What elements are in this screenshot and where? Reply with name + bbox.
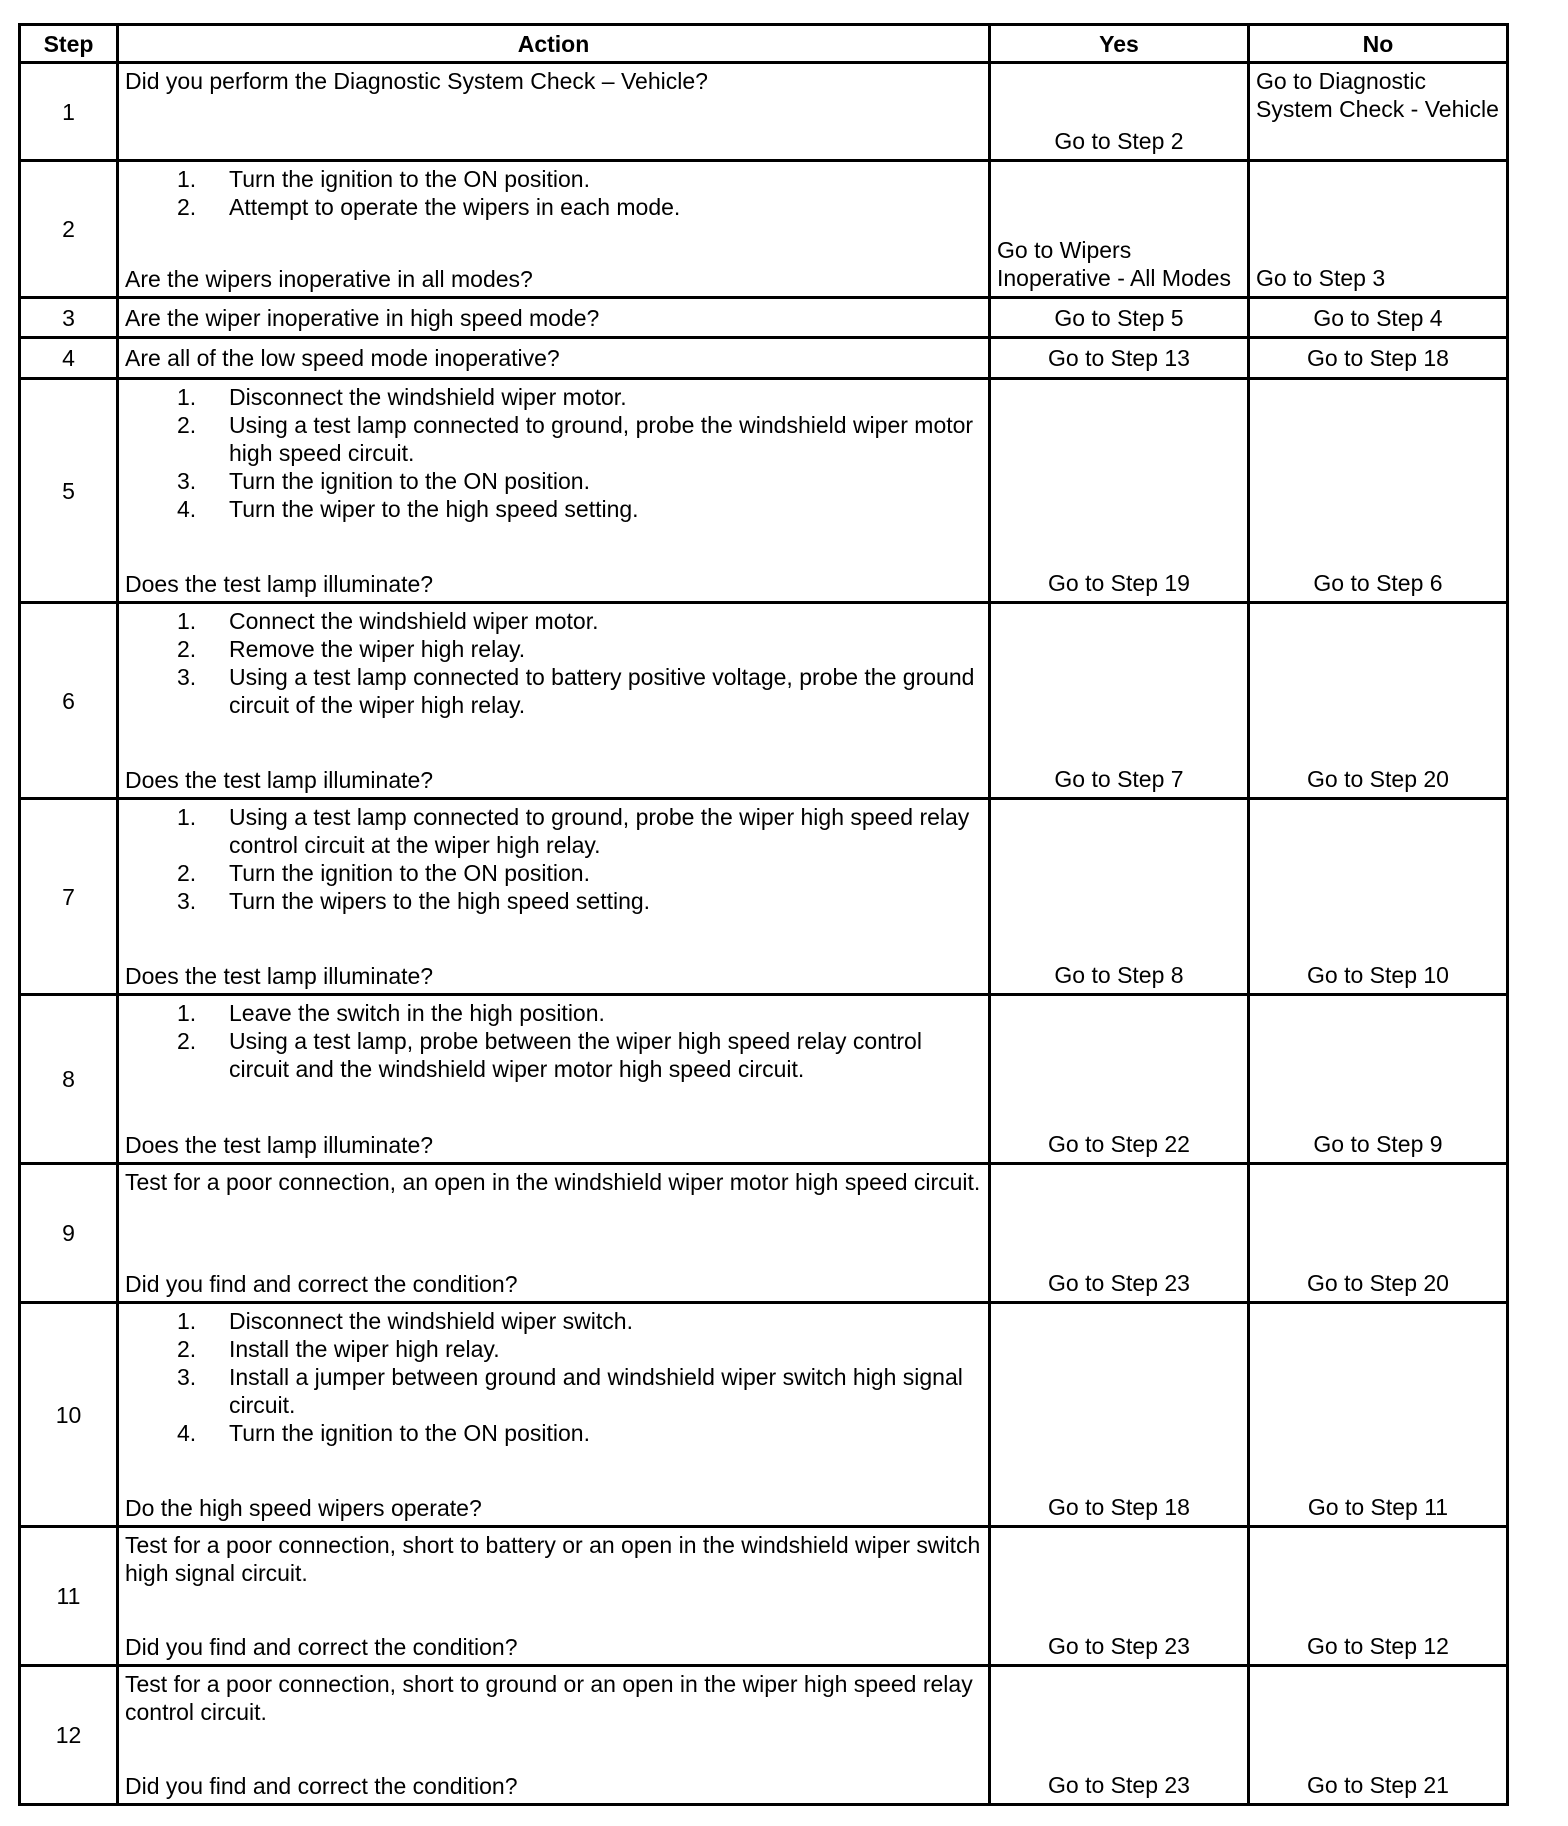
yes-action: Go to Step 13	[1048, 345, 1190, 371]
yes-cell	[990, 1303, 1249, 1527]
substep-item	[125, 635, 982, 663]
yes-action: Go to Step 23	[1048, 1633, 1190, 1659]
substep-number: 1.	[177, 1308, 197, 1334]
action-cell	[118, 1666, 990, 1805]
substep-item	[125, 887, 982, 915]
yes-cell	[990, 161, 1249, 298]
action-content	[119, 1528, 988, 1663]
yes-cell	[990, 1527, 1249, 1666]
no-cell	[1249, 1164, 1508, 1303]
yes-action: Go to Step 2	[1054, 128, 1184, 154]
substep-list	[125, 383, 982, 523]
substep-number: 2.	[177, 412, 197, 438]
action-instructions	[125, 1531, 982, 1587]
substep-text: Turn the wiper to the high speed setting.	[229, 496, 639, 522]
no-cell	[1249, 603, 1508, 799]
substep-number: 1.	[177, 608, 197, 634]
substep-item	[125, 165, 982, 193]
action-instructions	[125, 383, 982, 523]
yes-action: Go to Step 7	[1054, 766, 1184, 792]
yes-action: Go to Step 19	[1048, 570, 1190, 596]
no-cell	[1249, 161, 1508, 298]
no-cell	[1249, 63, 1508, 161]
action-question: Did you find and correct the condition?	[125, 1634, 518, 1660]
table-row	[20, 161, 1508, 298]
yes-cell	[990, 799, 1249, 995]
table-row	[20, 799, 1508, 995]
action-instructions	[125, 607, 982, 719]
action-content	[119, 380, 988, 600]
action-question: Are all of the low speed mode inoperative?	[125, 345, 560, 371]
step-number: 9	[20, 1164, 118, 1303]
no-action: Go to Diagnostic System Check - Vehicle	[1256, 68, 1499, 122]
substep-number: 3.	[177, 664, 197, 690]
action-cell	[118, 603, 990, 799]
substep-number: 1.	[177, 166, 197, 192]
substep-number: 2.	[177, 860, 197, 886]
substep-item	[125, 663, 982, 719]
header-action: Action	[118, 25, 990, 63]
substep-text: Turn the ignition to the ON position.	[229, 860, 590, 886]
header-yes: Yes	[990, 25, 1249, 63]
no-action: Go to Step 10	[1307, 962, 1449, 988]
action-question: Does the test lamp illuminate?	[125, 571, 434, 597]
substep-number: 2.	[177, 636, 197, 662]
step-number: 8	[20, 995, 118, 1164]
action-paragraph: Test for a poor connection, short to ground or an open in the wiper high speed relay control circuit.	[125, 1671, 973, 1725]
yes-cell	[990, 1164, 1249, 1303]
table-row	[20, 603, 1508, 799]
action-question: Do the high speed wipers operate?	[125, 1495, 482, 1521]
action-question: Does the test lamp illuminate?	[125, 963, 434, 989]
action-question: Does the test lamp illuminate?	[125, 767, 434, 793]
action-content	[119, 1165, 988, 1300]
action-question: Did you find and correct the condition?	[125, 1773, 518, 1799]
substep-number: 1.	[177, 384, 197, 410]
action-cell	[118, 1164, 990, 1303]
substep-number: 2.	[177, 194, 197, 220]
action-cell	[118, 338, 990, 379]
step-number: 11	[20, 1527, 118, 1666]
no-cell	[1249, 1303, 1508, 1527]
action-question: Are the wipers inoperative in all modes?	[125, 266, 533, 292]
substep-item	[125, 1027, 982, 1083]
action-content	[119, 339, 988, 376]
step-number: 7	[20, 799, 118, 995]
action-cell	[118, 995, 990, 1164]
substep-item	[125, 383, 982, 411]
substep-item	[125, 411, 982, 467]
substep-number: 3.	[177, 468, 197, 494]
no-action: Go to Step 20	[1307, 766, 1449, 792]
no-cell	[1249, 298, 1508, 338]
no-action: Go to Step 12	[1307, 1633, 1449, 1659]
step-number: 6	[20, 603, 118, 799]
header-step: Step	[20, 25, 118, 63]
action-paragraph: Test for a poor connection, an open in the windshield wiper motor high speed circuit.	[125, 1169, 981, 1195]
substep-text: Disconnect the windshield wiper switch.	[229, 1308, 633, 1334]
action-instructions	[125, 1307, 982, 1447]
substep-number: 2.	[177, 1028, 197, 1054]
action-cell	[118, 63, 990, 161]
no-action: Go to Step 3	[1256, 265, 1386, 291]
no-action: Go to Step 20	[1307, 1270, 1449, 1296]
no-action: Go to Step 11	[1307, 1494, 1449, 1520]
no-cell	[1249, 338, 1508, 379]
action-cell	[118, 379, 990, 603]
substep-number: 1.	[177, 804, 197, 830]
yes-cell	[990, 603, 1249, 799]
action-content	[119, 1304, 988, 1524]
action-instructions	[125, 1168, 982, 1196]
substep-number: 3.	[177, 888, 197, 914]
action-content	[119, 162, 988, 295]
step-number: 2	[20, 161, 118, 298]
step-number: 3	[20, 298, 118, 338]
step-number: 1	[20, 63, 118, 161]
table-row	[20, 1666, 1508, 1805]
header-no: No	[1249, 25, 1508, 63]
table-row	[20, 1527, 1508, 1666]
action-cell	[118, 1527, 990, 1666]
action-content	[119, 996, 988, 1161]
yes-action: Go to Wipers Inoperative - All Modes	[997, 237, 1231, 291]
substep-text: Turn the ignition to the ON position.	[229, 166, 590, 192]
diagnostic-table	[18, 23, 1509, 1806]
substep-text: Disconnect the windshield wiper motor.	[229, 384, 627, 410]
substep-number: 1.	[177, 1000, 197, 1026]
substep-text: Connect the windshield wiper motor.	[229, 608, 599, 634]
step-number: 5	[20, 379, 118, 603]
table-row	[20, 1164, 1508, 1303]
action-cell	[118, 799, 990, 995]
no-cell	[1249, 995, 1508, 1164]
action-cell	[118, 161, 990, 298]
action-content	[119, 299, 988, 335]
yes-action: Go to Step 5	[1054, 304, 1184, 331]
table-row	[20, 298, 1508, 338]
no-cell	[1249, 379, 1508, 603]
table-row	[20, 63, 1508, 161]
action-question: Did you perform the Diagnostic System Check – Vehicle?	[125, 68, 708, 94]
substep-item	[125, 999, 982, 1027]
yes-cell	[990, 338, 1249, 379]
yes-cell	[990, 379, 1249, 603]
substep-text: Turn the wipers to the high speed setting.	[229, 888, 651, 914]
substep-list	[125, 999, 982, 1083]
substep-item	[125, 803, 982, 859]
substep-list	[125, 1307, 982, 1447]
action-content	[119, 604, 988, 796]
step-number: 4	[20, 338, 118, 379]
table-row	[20, 379, 1508, 603]
action-cell	[118, 298, 990, 338]
no-action: Go to Step 9	[1313, 1131, 1443, 1157]
table-body	[20, 63, 1508, 1805]
substep-item	[125, 859, 982, 887]
substep-number: 4.	[177, 1420, 197, 1446]
action-content	[119, 64, 988, 158]
no-action: Go to Step 21	[1307, 1772, 1449, 1798]
action-content	[119, 1667, 988, 1802]
substep-number: 3.	[177, 1364, 197, 1390]
substep-item	[125, 1335, 982, 1363]
no-action: Go to Step 6	[1313, 570, 1443, 596]
substep-number: 2.	[177, 1336, 197, 1362]
no-action: Go to Step 18	[1307, 345, 1449, 371]
action-instructions	[125, 803, 982, 915]
substep-text: Using a test lamp connected to ground, probe the wiper high speed relay control circuit at the wiper high relay.	[229, 804, 970, 858]
substep-item	[125, 1363, 982, 1419]
action-question: Are the wiper inoperative in high speed mode?	[125, 304, 600, 331]
substep-text: Leave the switch in the high position.	[229, 1000, 605, 1026]
substep-item	[125, 467, 982, 495]
no-cell	[1249, 1666, 1508, 1805]
substep-list	[125, 803, 982, 915]
substep-text: Turn the ignition to the ON position.	[229, 468, 590, 494]
substep-text: Using a test lamp, probe between the wiper high speed relay control circuit and the windshield wiper motor high speed circuit.	[229, 1028, 922, 1082]
substep-item	[125, 607, 982, 635]
action-cell	[118, 1303, 990, 1527]
substep-text: Install a jumper between ground and windshield wiper switch high signal circuit.	[229, 1364, 963, 1418]
yes-action: Go to Step 8	[1054, 962, 1184, 988]
substep-text: Using a test lamp connected to ground, probe the windshield wiper motor high speed circuit.	[229, 412, 974, 466]
no-cell	[1249, 799, 1508, 995]
no-action: Go to Step 4	[1313, 304, 1443, 331]
action-paragraph: Test for a poor connection, short to battery or an open in the windshield wiper switch high signal circuit.	[125, 1532, 981, 1586]
substep-text: Remove the wiper high relay.	[229, 636, 526, 662]
yes-cell	[990, 1666, 1249, 1805]
action-content	[119, 800, 988, 992]
yes-cell	[990, 63, 1249, 161]
table-row	[20, 1303, 1508, 1527]
substep-list	[125, 165, 982, 221]
yes-action: Go to Step 22	[1048, 1131, 1190, 1157]
substep-text: Using a test lamp connected to battery positive voltage, probe the ground circuit of the wiper high relay.	[229, 664, 975, 718]
yes-action: Go to Step 23	[1048, 1772, 1190, 1798]
table-row	[20, 338, 1508, 379]
yes-action: Go to Step 23	[1048, 1270, 1190, 1296]
substep-item	[125, 495, 982, 523]
substep-item	[125, 193, 982, 221]
no-cell	[1249, 1527, 1508, 1666]
substep-list	[125, 607, 982, 719]
action-question: Does the test lamp illuminate?	[125, 1132, 434, 1158]
yes-action: Go to Step 18	[1048, 1494, 1190, 1520]
substep-text: Turn the ignition to the ON position.	[229, 1420, 590, 1446]
substep-item	[125, 1419, 982, 1447]
substep-number: 4.	[177, 496, 197, 522]
substep-text: Install the wiper high relay.	[229, 1336, 500, 1362]
table-row	[20, 995, 1508, 1164]
action-question: Did you find and correct the condition?	[125, 1271, 518, 1297]
step-number: 10	[20, 1303, 118, 1527]
action-instructions	[125, 1670, 982, 1726]
action-instructions	[125, 165, 982, 221]
yes-cell	[990, 298, 1249, 338]
substep-item	[125, 1307, 982, 1335]
yes-cell	[990, 995, 1249, 1164]
substep-text: Attempt to operate the wipers in each mode.	[229, 194, 681, 220]
step-number: 12	[20, 1666, 118, 1805]
header-row	[20, 25, 1508, 63]
action-instructions	[125, 999, 982, 1083]
